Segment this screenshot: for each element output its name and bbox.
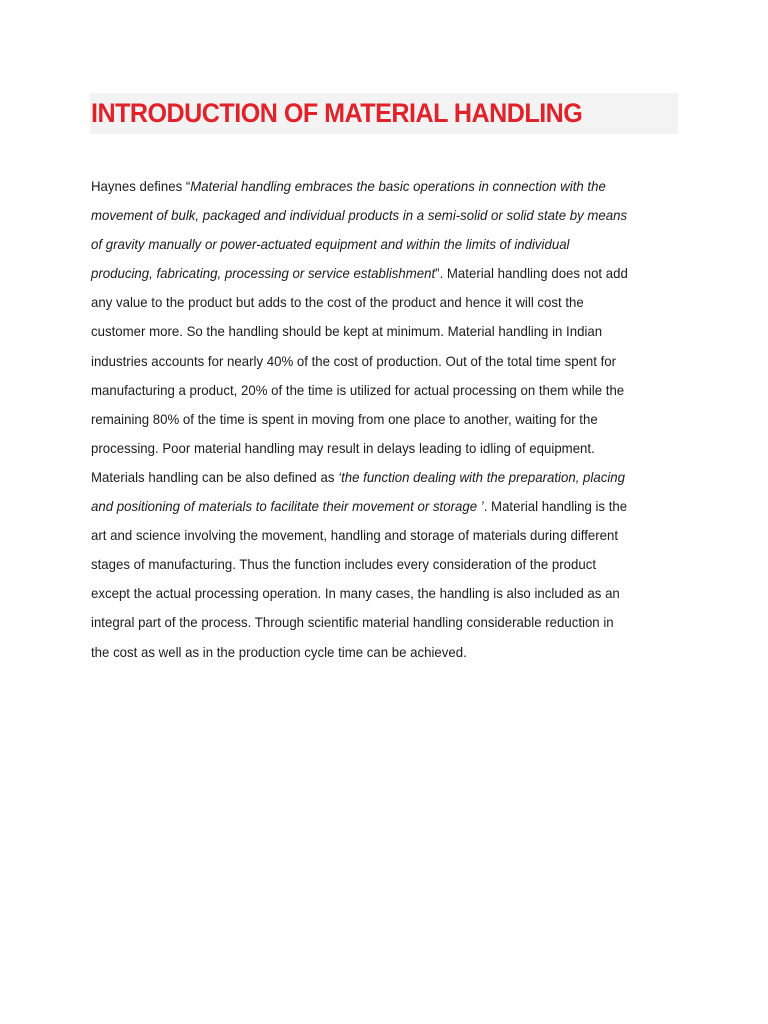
italic-text: producing, fabricating, processing or service establishment <box>91 265 436 282</box>
text-run: any value to the product but adds to the cost of the product and hence it will cost the <box>91 294 584 311</box>
text-run: stages of manufacturing. Thus the function includes every consideration of the product <box>91 556 597 573</box>
text-run: industries accounts for nearly 40% of the cost of production. Out of the total time spent for <box>91 352 617 369</box>
text-run: manufacturing a product, 20% of the time is utilized for actual processing on them while the <box>91 381 625 398</box>
text-run: Haynes defines “ <box>91 178 191 194</box>
paragraph-line <box>91 317 658 346</box>
text-run: . Material handling is the <box>483 498 628 515</box>
text-run: integral part of the process. Through scientific material handling considerable reduction in <box>91 614 614 631</box>
text-run: except the actual processing operation. In many cases, the handling is also included as an <box>91 585 620 602</box>
paragraph-line <box>91 638 658 667</box>
paragraph-line <box>91 347 658 376</box>
paragraph-line <box>91 521 658 550</box>
paragraph-line <box>91 376 658 405</box>
text-run: remaining 80% of the time is spent in moving from one place to another, waiting for the <box>91 410 598 427</box>
text-run: customer more. So the handling should be kept at minimum. Material handling in Indian <box>91 323 603 340</box>
paragraph-line <box>91 259 658 288</box>
paragraph-line <box>91 550 658 579</box>
italic-text: ‘the function dealing with the preparation, placing <box>338 468 625 485</box>
paragraph-line <box>91 172 658 201</box>
paragraph-line <box>91 463 658 492</box>
italic-text: of gravity manually or power-actuated equipment and within the limits of individual <box>91 236 570 253</box>
italic-text: Material handling embraces the basic operations in connection with the <box>190 178 606 194</box>
body-paragraph <box>91 172 691 667</box>
text-run: Materials handling can be also defined as <box>91 468 339 485</box>
paragraph-line <box>91 434 658 463</box>
paragraph-line <box>91 230 658 259</box>
italic-text: and positioning of materials to facilitate their movement or storage ’ <box>91 498 484 515</box>
paragraph-line <box>91 405 658 434</box>
paragraph-line <box>91 288 658 317</box>
text-run: ”. Material handling does not add <box>435 265 628 282</box>
text-run: processing. Poor material handling may result in delays leading to idling of equipment. <box>91 439 595 456</box>
paragraph-line <box>91 201 658 230</box>
paragraph-line <box>91 492 658 521</box>
page-title: INTRODUCTION OF MATERIAL HANDLING <box>91 98 583 128</box>
text-run: the cost as well as in the production cycle time can be achieved. <box>91 643 467 660</box>
text-run: art and science involving the movement, handling and storage of materials during different <box>91 527 619 544</box>
paragraph-line <box>91 608 658 637</box>
italic-text: movement of bulk, packaged and individual products in a semi-solid or solid state by means <box>91 207 628 224</box>
paragraph-line <box>91 579 658 608</box>
